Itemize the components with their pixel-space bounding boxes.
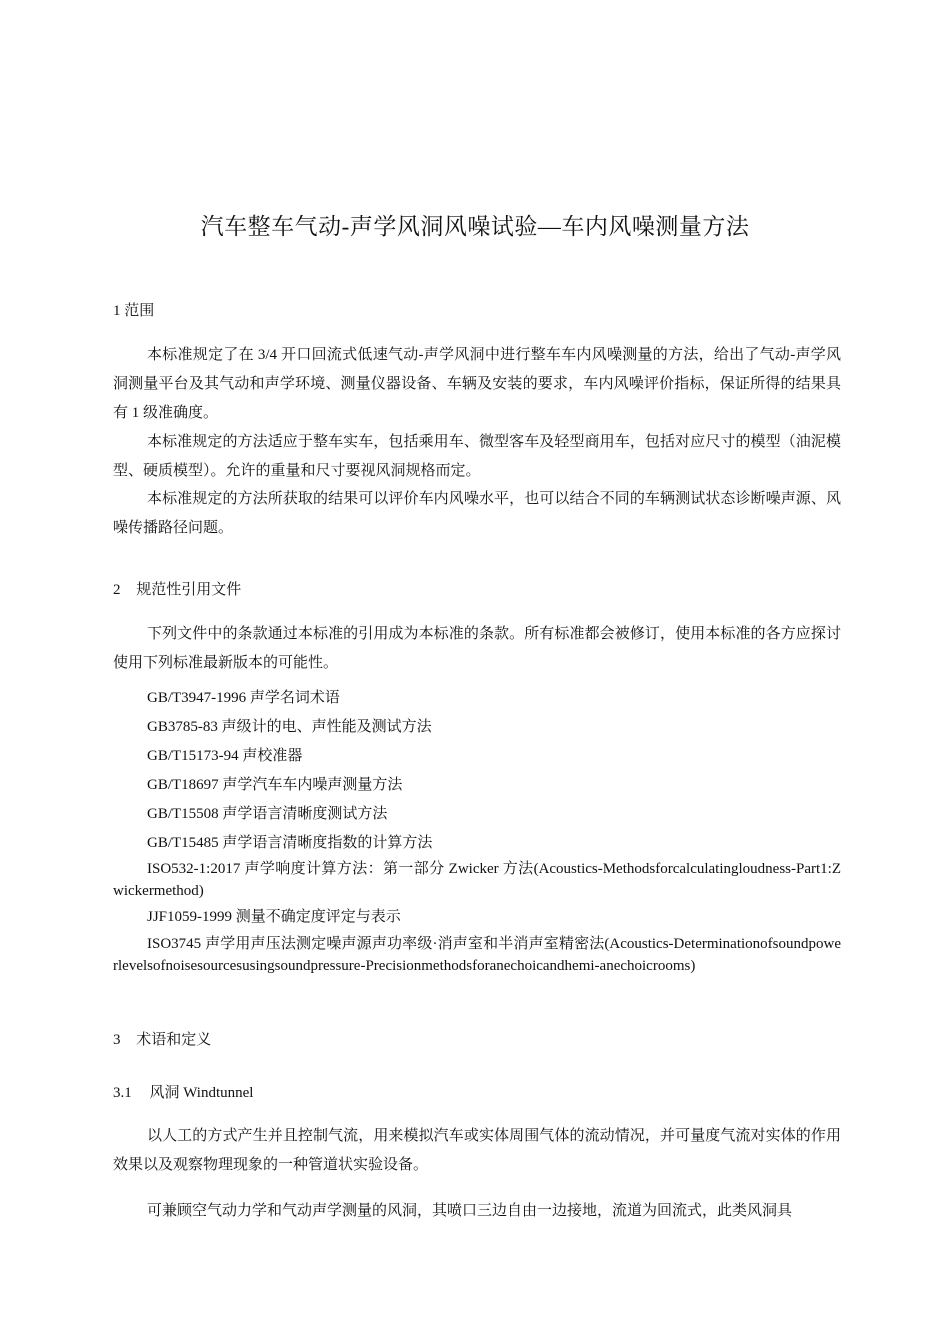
scope-paragraph-1: 本标准规定了在 3/4 开口回流式低速气动-声学风洞中进行整车车内风噪测量的方法，给出了气动-声学风洞测量平台及其气动和声学环境、测量仪器设备、车辆及安装的要求，车内风噪评价指标，保证所得的结果具有 1 级准确度。 — [113, 347, 841, 421]
section-title: 术语和定义 — [136, 1032, 212, 1048]
scope-paragraph-2: 本标准规定的方法适应于整车实车，包括乘用车、微型客车及轻型商用车，包括对应尺寸的模型（油泥模型、硬质模型）。允许的重量和尺寸要视风洞规格而定。 — [113, 434, 841, 479]
references-intro: 下列文件中的条款通过本标准的引用成为本标准的条款。所有标准都会被修订，使用本标准的各方应探讨使用下列标准最新版本的可能性。 — [113, 626, 841, 671]
reference-item: ISO532-1:2017 声学响度计算方法：第一部分 Zwicker 方法(Acoustics-Methodsforcalculatingloudness-Part1:Zwickermethod) — [113, 861, 841, 899]
windtunnel-definition: 以人工的方式产生并且控制气流，用来模拟汽车或实体周围气体的流动情况，并可量度气流对实体的作用效果以及观察物理现象的一种管道状实验设备。 — [113, 1128, 841, 1173]
scope-paragraph-3: 本标准规定的方法所获取的结果可以评价车内风噪水平，也可以结合不同的车辆测试状态诊断噪声源、风噪传播路径问题。 — [113, 491, 841, 536]
reference-item: ISO3745 声学用声压法测定噪声源声功率级·消声室和半消声室精密法(Acoustics-Determinationofsoundpowerlevelsofnoisesourcesusingsoundpressure-Precisionmethodsforanechoicandhemi-anechoicrooms) — [113, 936, 841, 974]
section-title: 风洞 Windtunnel — [149, 1085, 254, 1101]
reference-item: GB/T15485 声学语言清晰度指数的计算方法 — [147, 835, 433, 851]
section-number: 3.1 — [113, 1085, 132, 1101]
windtunnel-description: 可兼顾空气动力学和气动声学测量的风洞，其喷口三边自由一边接地，流道为回流式，此类风洞具 — [147, 1203, 793, 1219]
section-1-heading — [113, 299, 154, 320]
section-3-1-heading — [113, 1081, 253, 1102]
section-number: 1 — [113, 303, 121, 319]
reference-item: GB3785-83 声级计的电、声性能及测试方法 — [147, 719, 432, 735]
reference-item: JJF1059-1999 测量不确定度评定与表示 — [147, 909, 401, 925]
reference-item: GB/T15508 声学语言清晰度测试方法 — [147, 806, 388, 822]
section-title: 规范性引用文件 — [136, 582, 242, 598]
section-2-heading — [113, 578, 241, 599]
reference-item: GB/T3947-1996 声学名词术语 — [147, 690, 340, 706]
reference-item: GB/T18697 声学汽车车内噪声测量方法 — [147, 777, 403, 793]
section-title: 范围 — [124, 303, 155, 319]
section-number: 3 — [113, 1032, 121, 1048]
section-3-heading — [113, 1028, 211, 1049]
document-title: 汽车整车气动-声学风洞风噪试验—车内风噪测量方法 — [200, 214, 750, 239]
reference-item: GB/T15173-94 声校准器 — [147, 748, 303, 764]
section-number: 2 — [113, 582, 121, 598]
